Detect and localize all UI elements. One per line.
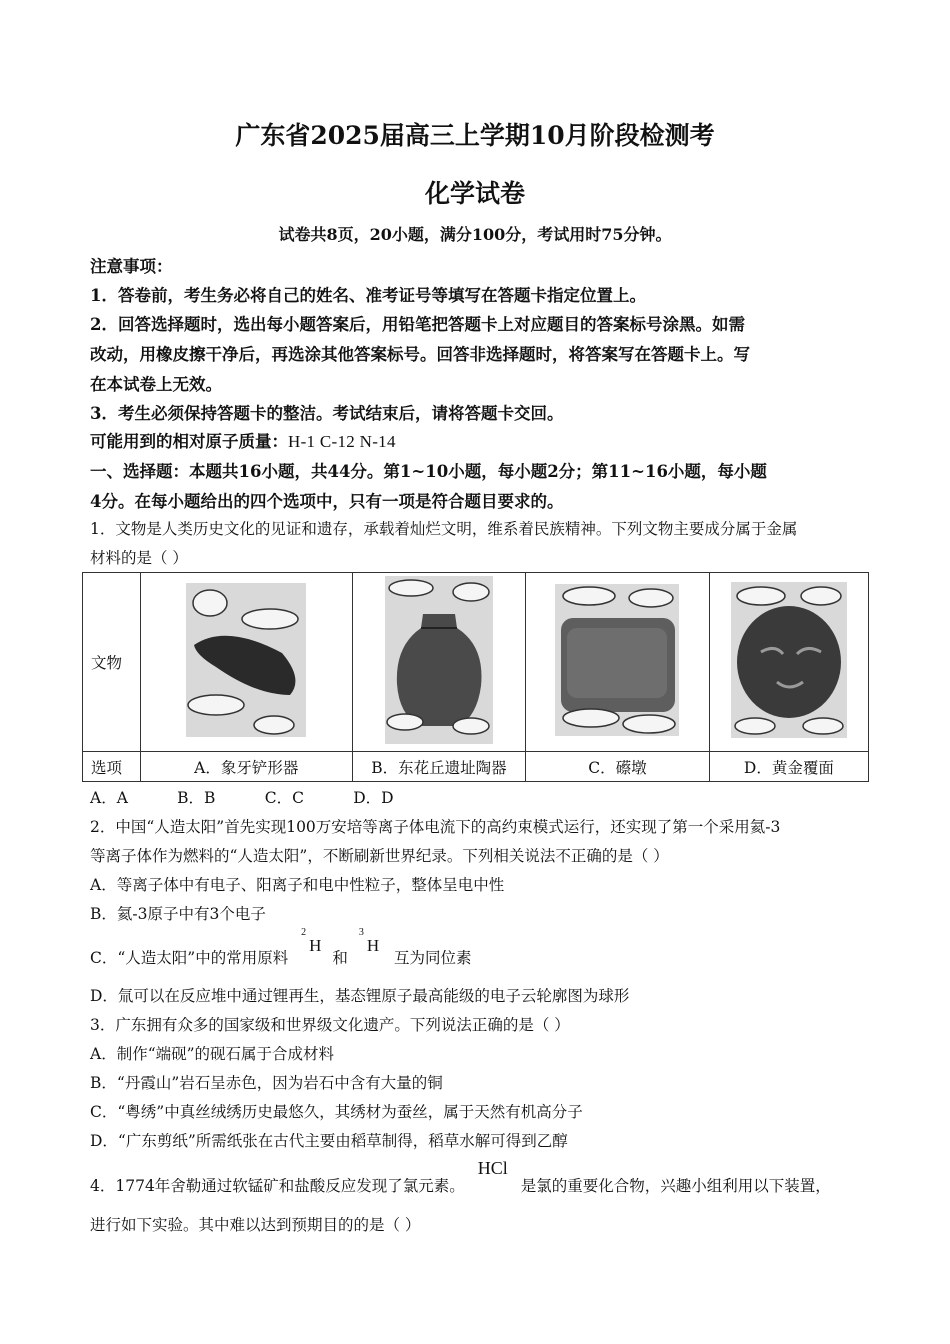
- artifact-table: [82, 572, 869, 782]
- isotope-h3-symbol: H: [366, 936, 380, 955]
- isotope-h3-mass: 3: [358, 927, 364, 938]
- q2-option-a: A．等离子体中有电子、阳离子和电中性粒子，整体呈电中性: [90, 876, 505, 894]
- exam-title: 广东省2025届高三上学期10月阶段检测考: [235, 121, 715, 150]
- q2-option-d: D．氚可以在反应堆中通过锂再生，基态锂原子最高能级的电子云轮廓图为球形: [90, 987, 630, 1005]
- q3-option-c: C．“粤绣”中真丝绒绣历史最悠久，其绣材为蚕丝，属于天然有机高分子: [90, 1103, 583, 1121]
- artifact-option-a: A．象牙铲形器: [140, 752, 352, 782]
- q4-stem-line-2: 进行如下实验。其中难以达到预期目的的是（ ）: [90, 1216, 421, 1234]
- note-item-2-line-2: 改动，用橡皮擦干净后，再选涂其他答案标号。回答非选择题时，将答案写在答题卡上。写: [90, 345, 750, 364]
- note-item-2-line-1: 2．回答选择题时，选出每小题答案后，用铅笔把答题卡上对应题目的答案标号涂黑。如需: [90, 315, 745, 334]
- atomic-mass-values: H-1 C-12 N-14: [288, 432, 396, 451]
- hcl-formula: HCl: [477, 1158, 508, 1178]
- note-item-3: 3．考生必须保持答题卡的整洁。考试结束后，请将答题卡交回。: [90, 404, 564, 423]
- ivory-spade-drawing: [186, 583, 306, 737]
- q1-stem-line-2: 材料的是（ ）: [90, 549, 188, 567]
- isotope-h2: [301, 927, 322, 956]
- atomic-mass-line: [90, 428, 870, 452]
- artifact-image-row: [83, 573, 869, 752]
- q2-stem-line-2: 等离子体作为燃料的“人造太阳”，不断刷新世界纪录。下列相关说法不正确的是（ ）: [90, 847, 669, 865]
- q2-stem-line-1: 2．中国“人造太阳”首先实现100万安培等离子体电流下的高约束模式运行，还实现了第一个采用氦-3: [90, 818, 781, 836]
- atomic-mass-label: 可能用到的相对原子质量：: [90, 432, 288, 451]
- stone-pier-drawing: [555, 584, 679, 736]
- gold-mask-photo: [731, 582, 847, 738]
- artifact-cell-c: [526, 573, 710, 752]
- q2-option-c: [90, 927, 870, 968]
- q2-option-c-mid: 和: [332, 949, 348, 967]
- note-item-2-line-3: 在本试卷上无效。: [90, 375, 222, 394]
- isotope-h3: [358, 927, 380, 956]
- q3-option-b: B．“丹霞山”岩石呈赤色，因为岩石中含有大量的铜: [90, 1074, 443, 1092]
- q1-stem-line-1: 1．文物是人类历史文化的见证和遗存，承载着灿烂文明，维系着民族精神。下列文物主要成分属于金属: [90, 520, 798, 538]
- q1-choices: A．A B．B C．C D．D: [90, 789, 394, 807]
- artifact-cell-b: [352, 573, 525, 752]
- artifact-row-label: 文物: [83, 573, 141, 752]
- notes-heading: 注意事项：: [90, 257, 173, 276]
- artifact-option-c: C．礤墩: [526, 752, 710, 782]
- q2-option-c-pre: C．“人造太阳”中的常用原料: [90, 949, 289, 967]
- q2-option-c-post: 互为同位素: [394, 949, 472, 967]
- isotope-h2-symbol: H: [309, 936, 322, 955]
- artifact-cell-d: [709, 573, 868, 752]
- note-item-1: 1．答卷前，考生务必将自己的姓名、准考证号等填写在答题卡指定位置上。: [90, 286, 646, 305]
- artifact-option-d: D．黄金覆面: [709, 752, 868, 782]
- isotope-h2-mass: 2: [301, 927, 307, 938]
- q2-option-b: B．氦-3原子中有3个电子: [90, 905, 266, 923]
- q3-option-d: D．“广东剪纸”所需纸张在古代主要由稻草制得，稻草水解可得到乙醇: [90, 1132, 568, 1150]
- pottery-photo: [385, 576, 493, 744]
- exam-subject: 化学试卷: [424, 179, 525, 208]
- stone-pier-photo: [555, 584, 679, 736]
- q3-option-a: A．制作“端砚”的砚石属于合成材料: [90, 1045, 335, 1063]
- pottery-drawing: [385, 576, 493, 744]
- artifact-option-row: [83, 752, 869, 782]
- exam-info: 试卷共8页，20小题，满分100分，考试用时75分钟。: [278, 225, 672, 244]
- ivory-spade-photo: [186, 583, 306, 737]
- q4-stem-line-1: [90, 1158, 870, 1196]
- gold-mask-drawing: [731, 582, 847, 738]
- section-1-line-1: 一、选择题：本题共16小题，共44分。第1~10小题，每小题2分；第11~16小题，每小题: [90, 462, 767, 481]
- section-1-line-2: 4分。在每小题给出的四个选项中，只有一项是符合题目要求的。: [90, 492, 564, 511]
- q3-stem: 3．广东拥有众多的国家级和世界级文化遗产。下列说法正确的是（ ）: [90, 1016, 570, 1034]
- q4-stem-pre: 4．1774年舍勒通过软锰矿和盐酸反应发现了氯元素。: [90, 1177, 465, 1195]
- artifact-option-b: B．东花丘遗址陶器: [352, 752, 525, 782]
- artifact-cell-a: [140, 573, 352, 752]
- q4-stem-post: 是氯的重要化合物，兴趣小组利用以下装置，: [520, 1177, 831, 1195]
- option-row-label: 选项: [83, 752, 141, 782]
